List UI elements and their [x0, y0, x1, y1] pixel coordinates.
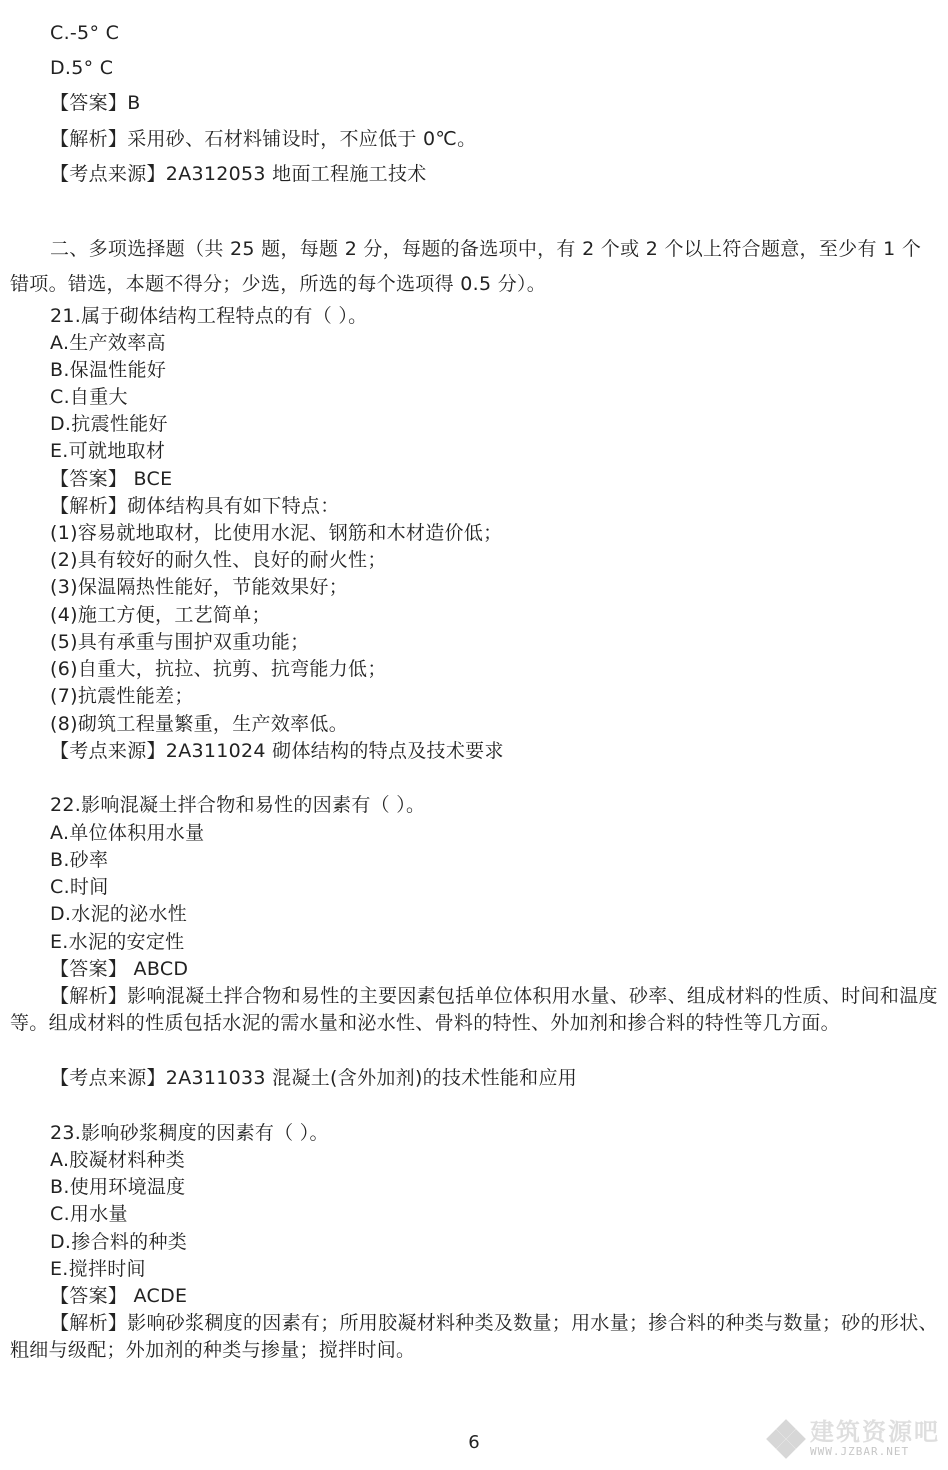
q22-option-b: B.砂率	[50, 849, 109, 871]
q21-answer: 【答案】 BCE	[50, 468, 173, 490]
q20-option-c: C.-5° C	[50, 22, 120, 44]
q21-option-c: C.自重大	[50, 386, 128, 408]
q21-point-4: (4)施工方便，工艺简单；	[50, 604, 271, 626]
watermark-logo-icon	[768, 1421, 804, 1457]
q22-answer: 【答案】 ABCD	[50, 958, 189, 980]
q22-option-a: A.单位体积用水量	[50, 822, 205, 844]
q21-option-b: B.保温性能好	[50, 359, 167, 381]
page-number: 6	[468, 1432, 480, 1453]
q21-stem: 21.属于砌体结构工程特点的有（ ）。	[50, 305, 368, 327]
q22-option-d: D.水泥的泌水性	[50, 903, 188, 925]
q21-point-7: (7)抗震性能差；	[50, 685, 194, 707]
q21-point-5: (5)具有承重与围护双重功能；	[50, 631, 310, 653]
q21-option-a: A.生产效率高	[50, 332, 166, 354]
q23-option-d: D.掺合料的种类	[50, 1231, 188, 1253]
q21-point-1: (1)容易就地取材，比使用水泥、钢筋和木材造价低；	[50, 522, 503, 544]
q23-option-b: B.使用环境温度	[50, 1176, 186, 1198]
q21-analysis: 【解析】砌体结构具有如下特点：	[50, 495, 340, 517]
q22-option-c: C.时间	[50, 876, 109, 898]
q20-option-d: D.5° C	[50, 57, 114, 79]
q23-answer: 【答案】 ACDE	[50, 1285, 188, 1307]
q23-stem: 23.影响砂浆稠度的因素有（ ）。	[50, 1122, 329, 1144]
q21-option-d: D.抗震性能好	[50, 413, 168, 435]
watermark-name: 建筑资源吧	[810, 1418, 940, 1446]
q21-point-6: (6)自重大，抗拉、抗剪、抗弯能力低；	[50, 658, 387, 680]
q21-point-3: (3)保温隔热性能好，节能效果好；	[50, 576, 349, 598]
q23-option-e: E.搅拌时间	[50, 1258, 146, 1280]
watermark	[768, 1419, 940, 1458]
q21-option-e: E.可就地取材	[50, 440, 166, 462]
q22-option-e: E.水泥的安定性	[50, 931, 185, 953]
watermark-url: WWW.JZBAR.NET	[810, 1445, 910, 1458]
section-heading: 二、多项选择题（共 25 题，每题 2 分，每题的备选项中，有 2 个或 2 个以上符合题意，至少有 1 个错项。错选，本题不得分；少选，所选的每个选项得 0.5 分）。	[10, 238, 922, 295]
q21-source: 【考点来源】2A311024 砌体结构的特点及技术要求	[50, 740, 504, 762]
q21-point-2: (2)具有较好的耐久性、良好的耐火性；	[50, 549, 387, 571]
q23-option-c: C.用水量	[50, 1203, 128, 1225]
q21-point-8: (8)砌筑工程量繁重，生产效率低。	[50, 713, 349, 735]
q22-analysis: 【解析】影响混凝土拌合物和易性的主要因素包括单位体积用水量、砂率、组成材料的性质、时间和温度等。组成材料的性质包括水泥的需水量和泌水性、骨料的特性、外加剂和掺合料的特性等几方面。	[10, 985, 938, 1034]
q20-answer: 【答案】B	[50, 92, 141, 114]
q23-analysis: 【解析】影响砂浆稠度的因素有；所用胶凝材料种类及数量；用水量；掺合料的种类与数量；砂的形状、粗细与级配；外加剂的种类与掺量；搅拌时间。	[10, 1312, 938, 1361]
q22-stem: 22.影响混凝土拌合物和易性的因素有（ ）。	[50, 794, 426, 816]
q22-source: 【考点来源】2A311033 混凝土(含外加剂)的技术性能和应用	[50, 1067, 578, 1089]
q20-analysis: 【解析】采用砂、石材料铺设时，不应低于 0℃。	[50, 128, 477, 150]
q20-source: 【考点来源】2A312053 地面工程施工技术	[50, 163, 427, 185]
q23-option-a: A.胶凝材料种类	[50, 1149, 186, 1171]
